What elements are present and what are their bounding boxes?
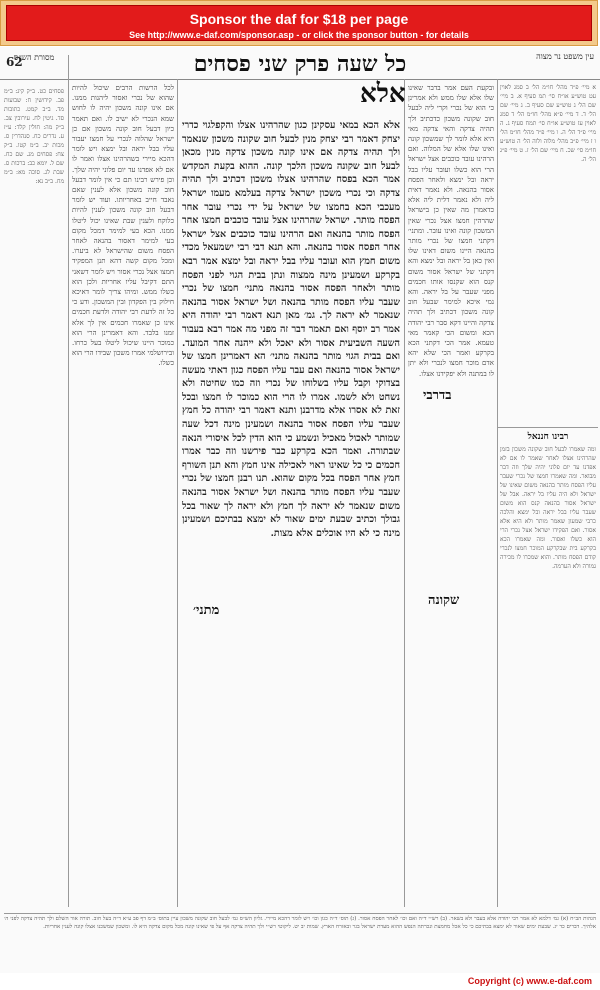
- talmud-page: [0, 47, 600, 973]
- divider-left-margin: [68, 55, 69, 907]
- page-footer: [0, 975, 600, 990]
- sponsor-banner-inner[interactable]: [6, 5, 592, 41]
- masoret-hashas-column: פסחים כט. ב״ק קיג: ב״מ פב. קידושין ח: שבועות מד. ב״ב קמט. כתובות סד. גיטין לח. עירובין צב. ב״ק מה: חולין קלד: ע״ז ע. נדרים כח. סנהדרין ס. מכות יב. ב״מ קטו. ב״ק צח: פסחים מג. שם כח. שם ל. יומא כב: ברכות ס. שבת לג. סוכה מא: ב״מ מח. ב״ב נא:: [4, 88, 64, 185]
- gemara-column: אלא הכא במאי עסקינן כגון שהרהינו אצלו והקפלגוי כדרי יצחק דאמר רבי יצחק מנין לבעל חוב שקונה משכון שנאמר ולך תהיה צדקה אם אינו קונה משכון צדקה מנין מכאן לבעל חוב שקונה משכון הלכך קונה. ההוא בקעת המקדש אמר הכא בפסח שהרהינו אצלו משכון דכתיב ולך תהיה צדקה וכי נכרי משכון ישראל צדקה בעלמא מעמו ישראל מעכבי הכא בחמצו של ישראל על ידי נכרי עובר אחר הפסח מותר. ישראל שהרהינו אצל עובד כוכבים חמצו אחר הפסח מותר בהנאה ואם הרהינו עובד כוכבים אצל ישראל אחר הפסח אסור בהנאה. והא תנא דבי רבי ישמעאל מכדי משום חמץ הוא ועובר עליו בבל יראה ובל ימצא אמר רבא בקרקע ושמעינן מינה ממצוה ונתן בבית הגוי לפני הפסח מותר ולאחר הפסח אסור בהנאה מתני׳ חמצו של נכרי שעבר עליו הפסח מותר בהנאה ושל ישראל אסור בהנאה שנאמר לא יראה לך. גמ׳ מאן תנא דאמר רבי יהודה היא אמר רב יוסף ואם תאמר דבר זה מפני מה אמר רבא בעבור השעה השביעית אסור ולא יאכל ולא ייהנה אחר המועד. ואם בבית הגוי מותר בהנאה מתני׳ הא דאמרינן חמצו של ישראל אסור בהנאה ואם עבר עליו הפסח כגון דאתי מעשה בצדוקי וקבל עליו בשלוחו של נכרי וזה כמו שחיטה ולא נשחט ולא לשמו. אמרו לו הרי הוא כמוכר לו חמצו ובכל זאת לא אסרו אלא מדרבנן ותנא דאמר רבי יהודה כל חמץ שעבר עליו הפסח אסור בהנאה ושמעינן מינה דכל שעה שמותר לאכול מאכיל ונשמע כי הוא הדין לכל איסורי הנאה שבתורה. ואמר הכא בקרקע כבר פירשנו וזה כבר אמרו חכמים כי כל שאינו ראוי לאכילה אינו חמץ והא תנן השורף חמץ אחר הפסח בכל מקום שהוא. תנו רבנן חמצו של נכרי שעבר עליו הפסח מותר בהנאה ושל ישראל אסור בהנאה משום שנאמר לא יראה לך חמץ ולא יראה לך שאור בכל גבולך וכתיב שבעת ימים שאור לא ימצא בבתיכם ושמעינן מינה כי לא היו אוכלים אלא מצות.: [182, 120, 400, 539]
- divider-right-margin: [497, 79, 498, 907]
- divider-tosafot: [177, 79, 178, 907]
- sponsor-banner[interactable]: [0, 0, 598, 46]
- rashi-heading-bedarbi: בדרבי: [420, 387, 455, 403]
- page-header: [0, 47, 600, 80]
- rashi-column: ובקעת העם אמר בדבר שאינו שלו אלא שלו ממש ולא אמרינן כי הוא של נכרי וקרי ליה לבעל חוב שקונה משכון כדכתיב ולך תהיה צדקה והאי צדקה מאי היא אלא לומר לך שמשכון קונה ואינו שלו אלא של המלוה. ואם הרהינו עובד כוכבים אצל ישראל הרי הוא כשלו ועובר עליו בבל יראה ובל ימצא ולאחר הפסח אסור בהנאה. ולא נאמר דאית ליה ולא נאמר דלית ליה אלא כדאמרן מה שאין כן בישראל שהרהין חמצו אצל נכרי שאין המשכון קונה ואינו עובר. ומתני׳ דקתני חמצו של נכרי מותר בהנאה היינו משום דאינו שלו ואין כאן בל יראה ובל ימצא והא דקתני של ישראל אסור משום קנס הוא שקנסו אותו חכמים מפני שעבר על בל יראה. והא נמי איכא למימר שבעל חוב קונה משכון דכתיב ולך תהיה צדקה והיינו דקא סבר רבי יהודה הכא ומשום הכי קאמר מאי טעמא. אמר הכי דקתני הכא בקרקע ואמר הכי שלא יהא אדם מוכר חמצו לנכרי ולא יתן לו במתנה ולא יפקידנו אצלו.: [408, 84, 494, 378]
- bottom-notes: הגהות הב״ח (א) גמ׳ דלמא לא אמר רבי יהודה אלא בעבר ולא בשאר. (ב) רש״י ד״ה ואם וכו׳ לאחר הפסח אסור. (ג) תוס׳ ד״ה כגון וכו׳ ויש לומר דהכא מיירי. גליון הש״ס גמ׳ לבעל חוב שקונה משכון עיין בתוס׳ ב״מ דף פב ע״א ד״ה בעל חוב. תורה אור השלם ולך תהיה צדקה לפני ה׳ אלהיך. דברים כד יג. שבעת ימים שאור לא ימצא בבתיכם כי כל אכל מחמצת ונכרתה הנפש ההוא מעדת ישראל בגר ובאזרח הארץ. שמות יב יט. ליקוטי רש״י ולך תהיה צדקה אף על פי שאינו קונה מכל מקום צדקה היא לו. ומשכון שמשכנו אצלו קונה לענין אחריות.: [4, 913, 596, 972]
- ein-mishpat-column: א מיי׳ פ״ד מהל׳ חו״מ הל׳ ב סמג לאוין עט טוש״ע או״ח סי׳ תמ סעיף א. ב מיי׳ שם הל׳ ג טוש״ע שם סעיף ב. ג מיי׳ שם הל׳ ד. ד מיי׳ פ״א מהל׳ חו״מ הל׳ ד סמג לאוין עז טוש״ע או״ח סי׳ תמח סעיף ג. ה מיי׳ פ״ד הל׳ ה. ו מיי׳ פ״ד מהל׳ חו״מ הל׳ ו ז מיי׳ פ״ב מהל׳ מלוה ולוה הל׳ ה טוש״ע חו״מ סי׳ שכ. ח מיי׳ שם הל׳ ז. ט מיי׳ פ״ג הל׳ ה.: [500, 84, 596, 163]
- gemara-heading-matni: מתני׳: [190, 602, 222, 618]
- page-title: כל שעה פרק שני פסחים: [193, 51, 407, 77]
- copyright-link[interactable]: Copyright (c) www.e-daf.com: [467, 976, 592, 986]
- tosafot-column: לכל הרשות הרבים שיכול להיות שהוא של נכרי ואסור ליהנות ממנו. אם אינו קונה משכון יהיה לו לחוש שמא הנכרי לא ישיב לו. ואם תאמר כיון דבעל חוב קונה משכון אם כן ישראל שהלוה לנכרי על חמצו יעבור עליו בבל יראה ובל ימצא ויש לומר דהכא מיירי בשהרהינו אצלו ואמר לו אם לא אפדנו עד יום פלוני יהיה שלך. וכן פירש רבינו תם כי אין לומר דבעל חוב קונה משכון אלא לענין שאם נאבד חייב באחריותו. ועוד יש לומר דבעל חוב קונה משכון לענין להיות כלוקח ולענין שבת שאינו יכול ליטלו ממנו. הכא בעי למימר דמכל מקום בעי למימר דאסור בהנאה לאחר הפסח משום שהישראל לא ביערו. ומכל מקום קשה דהא תנן המפקיד חמצו אצל נכרי אסור ויש לומר דשאני התם דקיבל עליו אחריות ולכן הוא כשלו ממש. ומיהו צריך לומר דאיכא חילוק בין הפקדון ובין המשכון. ודע כי כל זה לדעת רבי יהודה ולדעת חכמים אינו כן שאמרו חכמים אין לך אלא זמנו בלבד. והא דאמרינן הרי הוא כמוכר היינו שיכול ליטלו בעל כרחו. ובירושלמי אמרו משכון שבידו הרי הוא כשלו.: [72, 84, 174, 368]
- rabbenu-chananel-heading: רבינו חננאל: [527, 432, 569, 442]
- divider-rashi: [404, 79, 405, 907]
- masoret-hashas-label: מסורת הש״ס: [13, 53, 55, 62]
- sponsor-subtitle[interactable]: See http://www.e-daf.com/sponsor.asp - or click the sponsor button - for details: [129, 30, 469, 40]
- opening-word: אלא: [360, 79, 406, 109]
- rabbenu-chananel-column: ומה שאמרו לבעל חוב שקונה משכון בזמן שהרהינו אצלו לאחר שאמר לו אם לא אפדנו עד יום פלוני יהיה שלך וזה דבר מבואר. ומה שאמרו חמצו של נכרי שעבר עליו הפסח מותר בהנאה משום שאינו של ישראל ולא היה עליו בל יראה. אבל של ישראל אסור בהנאה קנס הוא משום שעבר עליו בבל יראה ובל ימצא והלכה כרבי שמעון שאמר מותר ולא היא אלא אסור. ואם הפקידו ישראל אצל נכרי הרי הוא כשלו ואסור. ומה שאמרו הכא בקרקע בית שבקרקע המוכר חמצו לנכרי קודם הפסח מותר. והוא שמכרו לו מכירה גמורה ולא הערמה.: [500, 446, 596, 570]
- rabbenu-divider: [498, 427, 598, 428]
- sponsor-title[interactable]: Sponsor the daf for $18 per page: [189, 11, 409, 27]
- rashi-heading-shekoneh: שקונה: [425, 592, 462, 608]
- page-number: 62: [6, 55, 23, 69]
- ein-mishpat-label: עין משפט נר מצוה: [536, 52, 594, 61]
